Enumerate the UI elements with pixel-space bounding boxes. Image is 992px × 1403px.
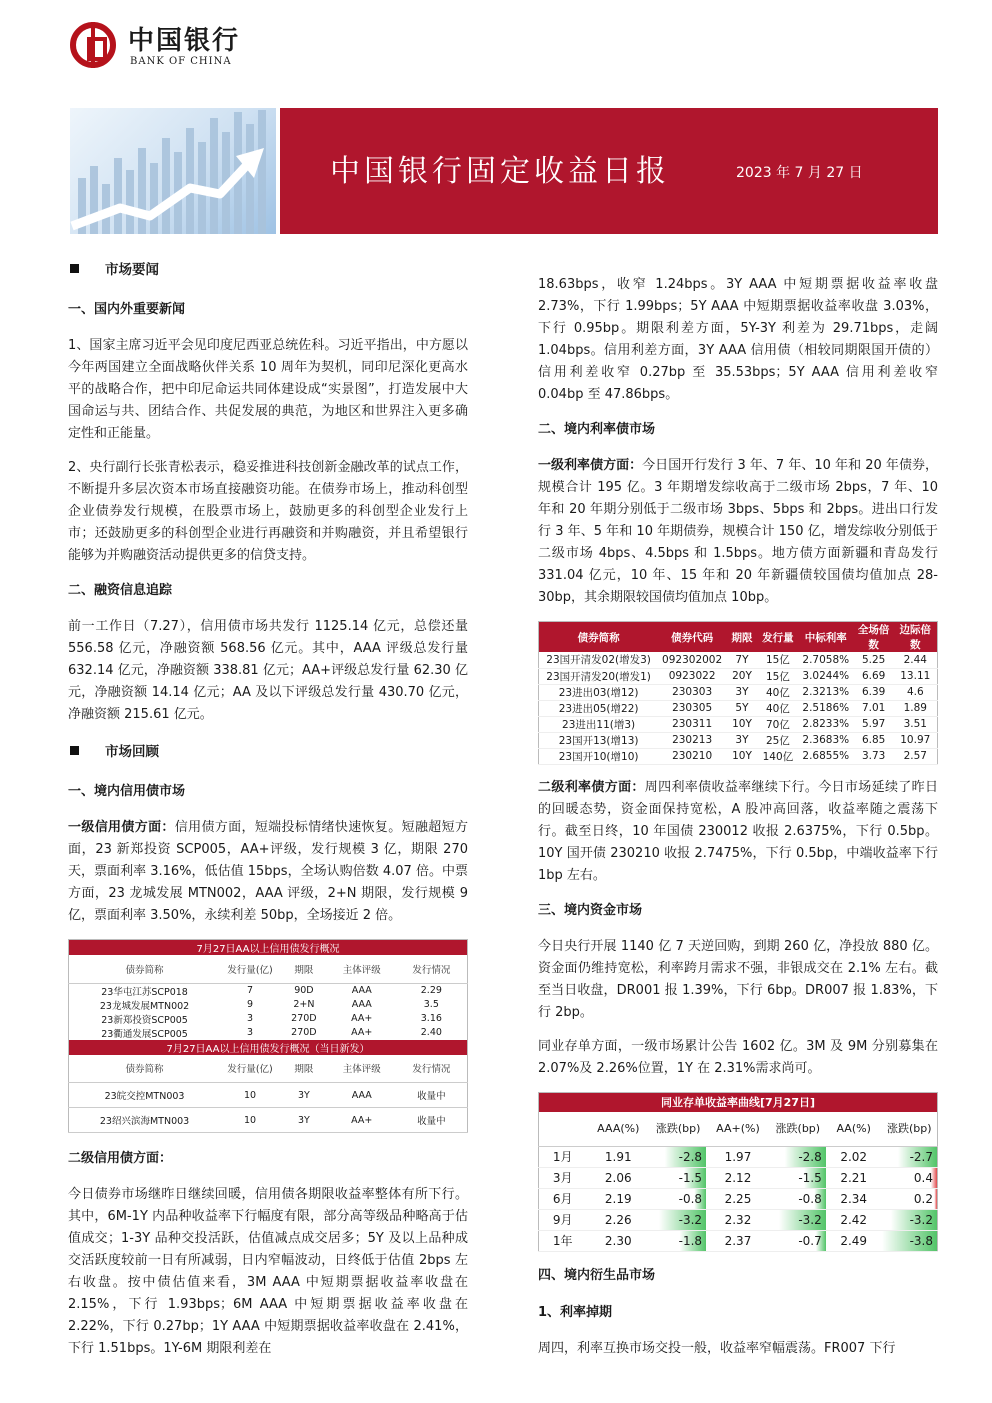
- table-header: 债券简称: [69, 955, 221, 983]
- change-cell: -1.5: [770, 1167, 826, 1188]
- change-cell: -2.8: [650, 1146, 706, 1167]
- change-cell: -3.2: [882, 1209, 938, 1230]
- yield-cell: 2.30: [586, 1230, 650, 1251]
- tenor-cell: 6月: [539, 1188, 587, 1209]
- table-row: [539, 1167, 938, 1188]
- subsection-irs: 1、利率掉期: [538, 1304, 613, 1320]
- table-row: 23国开清发02(增发3) 092302002 7Y 15亿 2.7058% 5.25 2.44: [539, 652, 938, 668]
- table-row: [539, 1230, 938, 1251]
- secondary-credit-paragraph: 今日债券市场继昨日继续回暖，信用债各期限收益率整体有所下行。其中，6M-1Y 内品种收益率下行幅度有限，部分高等级品种略高于估值成交；1-3Y 品种交投活跃，估值减点成交居多；5Y 及以上品种成交活跃度较前一日有所减弱，日内窄幅波动，日终低于估值 2bps 左右收盘。按中债估值来看，3M AAA 中短期票据收益率收盘在 2.15%，下行 1.93bps；6M AAA 中短期票据收益率收盘在 2.22%，下行 0.27bp；1Y AAA 中短期票据收益率收盘在 2.41%，下行 1.51bps。1Y-6M 期限利差在: [68, 1187, 468, 1356]
- table-caption: 7月27日AA以上信用债发行概况: [69, 940, 468, 956]
- yield-cell: 2.42: [826, 1209, 882, 1230]
- table-row: 23国开13(增13) 230213 3Y 25亿 2.3683% 6.85 10.97: [539, 732, 938, 748]
- yield-cell: 2.12: [706, 1167, 770, 1188]
- table-row: 23进出03(增12) 230303 3Y 40亿 2.3213% 6.39 4.6: [539, 684, 938, 700]
- table-row: 23进出05(增22) 230305 5Y 40亿 2.5186% 7.01 1.89: [539, 700, 938, 716]
- ncd-yield-table: [538, 1092, 938, 1252]
- change-cell: -0.7: [770, 1230, 826, 1251]
- table-row: 23绍兴滨海MTN003 10 3Y AA+ 收量中: [69, 1108, 468, 1133]
- table-row: 23衢通发展SCP005 3 270D AA+ 2.40: [101, 1027, 442, 1040]
- left-column: [68, 250, 468, 1372]
- table-header: AAA(%): [586, 1112, 650, 1146]
- yield-cell: 2.25: [706, 1188, 770, 1209]
- table-header: 发行量(亿): [220, 1055, 280, 1083]
- subsection-credit-bonds: 一、境内信用债市场: [68, 784, 186, 799]
- table-header: 债券简称: [69, 1055, 221, 1083]
- table-header: 涨跌(bp): [882, 1112, 938, 1146]
- table-header: AA+(%): [706, 1112, 770, 1146]
- tenor-cell: 3月: [539, 1167, 587, 1188]
- tenor-cell: 1月: [539, 1146, 587, 1167]
- table-header: 债券简称: [539, 622, 659, 653]
- subsection-money-market: 三、境内资金市场: [538, 902, 643, 918]
- yield-cell: 2.21: [826, 1167, 882, 1188]
- table-row: 23皖交控MTN003 10 3Y AAA 收量中: [69, 1083, 468, 1108]
- bank-logo: [70, 20, 270, 72]
- yield-cell: 2.26: [586, 1209, 650, 1230]
- table-header: 期限: [726, 622, 758, 653]
- table-header: 债券代码: [658, 622, 726, 653]
- report-title: 中国银行固定收益日报: [330, 154, 670, 189]
- logo-en: BANK OF CHINA: [130, 56, 232, 67]
- report-date: 2023 年 7 月 27 日: [736, 165, 863, 181]
- right-column: [538, 274, 938, 1372]
- subsection-financing: 二、融资信息追踪: [68, 583, 173, 598]
- section-market-review: 市场回顾: [68, 740, 468, 760]
- table-header: 发行量: [758, 622, 798, 653]
- table-row: [539, 1146, 938, 1167]
- table-header: 主体评级: [328, 1055, 396, 1083]
- bar-chart-arrow-icon: [70, 108, 276, 234]
- table-header: 边际倍数: [894, 622, 938, 653]
- section-market-news: 市场要闻: [68, 258, 468, 278]
- ncd-paragraph: 同业存单方面，一级市场累计公告 1602 亿。3M 及 9M 分别募集在 2.07%及 2.26%位置，1Y 在 2.31%需求尚可。: [538, 1038, 938, 1076]
- table-row: [539, 1188, 938, 1209]
- chart-decoration-image: [70, 108, 276, 234]
- yield-cell: 1.91: [586, 1146, 650, 1167]
- yield-cell: 2.37: [706, 1230, 770, 1251]
- table-header: 发行量(亿): [220, 955, 280, 983]
- change-cell: -2.8: [770, 1146, 826, 1167]
- table-header: 中标利率: [798, 622, 854, 653]
- yield-cell: 2.34: [826, 1188, 882, 1209]
- news-item-2: 2、央行副行长张青松表示，稳妥推进科技创新金融改革的试点工作，不断提升多层次资本市场直接融资功能。在债券市场上，推动科创型企业债券发行规模，在股票市场上，鼓励更多的科创型企业发行上市；还鼓励更多的科创型企业进行再融资和并购融资，并且希望银行能够为并购融资活动提供更多的信贷支持。: [68, 460, 468, 563]
- table-caption: 同业存单收益率曲线[7月27日]: [539, 1092, 938, 1112]
- tenor-cell: 1年: [539, 1230, 587, 1251]
- change-cell: -3.2: [650, 1209, 706, 1230]
- subsection-news: 一、国内外重要新闻: [68, 302, 186, 317]
- table-row: 23华屯江苏SCP018 7 90D AAA 2.29: [101, 985, 442, 998]
- table-header: AA(%): [826, 1112, 882, 1146]
- table-header: 期限: [280, 1055, 328, 1083]
- logo-cn: 中国银行: [128, 26, 241, 56]
- change-cell: -3.8: [882, 1230, 938, 1251]
- table-row: [539, 1209, 938, 1230]
- yield-cell: 2.06: [586, 1167, 650, 1188]
- money-market-paragraph: 今日央行开展 1140 亿 7 天逆回购，到期 260 亿，净投放 880 亿。资金面仍维持宽松，利率跨月需求不强，非银成交在 2.1% 左右。截至当日收盘，DR001 报 1.39%，下行 6bp。DR007 报 1.83%，下行 2bp。: [538, 938, 938, 1020]
- table-row: 23国开10(增10) 230210 10Y 140亿 2.6855% 3.73 2.57: [539, 748, 938, 764]
- table-row: 23新郑投资SCP005 3 270D AA+ 3.16: [101, 1013, 442, 1026]
- table-header: 全场倍数: [854, 622, 894, 653]
- change-cell: -0.8: [770, 1188, 826, 1209]
- news-item-1: 1、国家主席习近平会见印度尼西亚总统佐科。习近平指出，中方愿以今年两国建立全面战略伙伴关系 10 周年为契机，同印尼深化更高水平的战略合作，把中印尼命运共同体建设成“实景图”，打造发展中大国命运与共、团结合作、共促发展的典范，为地区和世界注入更多确定性和正能量。: [68, 338, 468, 441]
- table-row: 23国开清发20(增发1) 0923022 20Y 15亿 3.0244% 6.69 13.11: [539, 668, 938, 684]
- table-header: 发行情况: [396, 1055, 468, 1083]
- subsection-derivatives: 四、境内衍生品市场: [538, 1267, 656, 1283]
- report-banner: [70, 108, 938, 234]
- secondary-credit-heading: 二级信用债方面：: [68, 1151, 173, 1166]
- credit-continued-paragraph: 18.63bps，收窄 1.24bps。3Y AAA 中短期票据收益率收盘 2.73%，下行 1.99bps；5Y AAA 中短期票据收益率收盘 3.03%，下行 0.95bp。期限利差方面，5Y-3Y 利差为 29.71bps，走阔 1.04bps。信用利差方面，3Y AAA 信用债（相较同期限国开债的）信用利差收窄 0.27bp 至 35.53bps；5Y AAA 信用利差收窄 0.04bp 至 47.86bps。: [538, 277, 938, 402]
- change-cell: 0.4: [882, 1167, 938, 1188]
- table-row: 23龙城发展MTN002 9 2+N AAA 3.5: [99, 999, 439, 1012]
- primary-credit-paragraph: 一级信用债方面：信用债方面，短端投标情绪快速恢复。短融超短方面，23 新郑投资 SCP005，AA+评级，发行规模 3 亿，期限 270 天，票面利率 3.16%，低估值 15bps，全场认购倍数 4.07 倍。中票方面，23 龙城发展 MTN002，AAA 评级，2+N 期限，发行规模 9 亿，票面利率 3.50%，永续利差 50bp，全场接近 2 倍。: [68, 820, 468, 923]
- change-cell: -3.2: [770, 1209, 826, 1230]
- bullet-square-icon: [70, 746, 79, 755]
- financing-paragraph: 前一工作日（7.27），信用债市场共发行 1125.14 亿元，总偿还量 556.58 亿元，净融资额 568.56 亿元。其中，AAA 评级总发行量 632.14 亿元，净融资额 338.81 亿元；AA+评级总发行量 62.30 亿元，净融资额 14.14 亿元；AA 及以下评级总发行量 430.70 亿元，净融资额 215.61 亿元。: [68, 619, 468, 722]
- yield-cell: 2.32: [706, 1209, 770, 1230]
- rate-bond-issuance-table: [538, 621, 938, 765]
- yield-cell: 2.49: [826, 1230, 882, 1251]
- change-cell: 0.2: [882, 1188, 938, 1209]
- tenor-cell: 9月: [539, 1209, 587, 1230]
- primary-rate-paragraph: 一级利率债方面：今日国开行发行 3 年、7 年、10 年和 20 年债券，规模合计 195 亿。3 年期增发综收高于二级市场 2bps，7 年、10 年和 20 年期分别低于二级市场 3bps、5bps 和 2bps。进出口行发行 3 年、5 年和 10 年期债券，规模合计 150 亿，增发综收分别低于二级市场 4bps、4.5bps 和 1.5bps。地方债方面新疆和青岛发行 331.04 亿元，10 年、15 年和 20 年新疆债较国债均值加点 28-30bp，其余期限较国债均值加点 10bp。: [538, 458, 938, 605]
- change-cell: -1.8: [650, 1230, 706, 1251]
- yield-cell: 2.02: [826, 1146, 882, 1167]
- change-cell: -0.8: [650, 1188, 706, 1209]
- table-header: 期限: [280, 955, 328, 983]
- bank-emblem-icon: [70, 22, 116, 68]
- banner-separator: [276, 108, 280, 234]
- table-header: 主体评级: [328, 955, 396, 983]
- table-row: 23进出11(增3) 230311 10Y 70亿 2.8233% 5.97 3.51: [539, 716, 938, 732]
- bullet-square-icon: [70, 264, 79, 273]
- table-caption: 7月27日AA以上信用债发行概况（当日新发）: [69, 1040, 468, 1055]
- table-header: 发行情况: [396, 955, 468, 983]
- yield-cell: 2.19: [586, 1188, 650, 1209]
- table-header: 涨跌(bp): [770, 1112, 826, 1146]
- credit-issuance-table: [68, 939, 468, 1133]
- subsection-rate-bonds: 二、境内利率债市场: [538, 422, 656, 437]
- table-header: [539, 1112, 587, 1146]
- secondary-rate-paragraph: 二级利率债方面：周四利率债收益率继续下行。今日市场延续了昨日的回暖态势，资金面保持宽松，A 股冲高回落，收益率随之震荡下行。截至日终，10 年国债 230012 收报 2.6375%，下行 0.5bp。10Y 国开债 230210 收报 2.7475%，下行 0.5bp，中端收益率下行 1bp 左右。: [538, 779, 938, 883]
- yield-cell: 1.97: [706, 1146, 770, 1167]
- table-header: 涨跌(bp): [650, 1112, 706, 1146]
- change-cell: -2.7: [882, 1146, 938, 1167]
- swap-paragraph: 周四，利率互换市场交投一般，收益率窄幅震荡。FR007 下行: [538, 1340, 896, 1356]
- change-cell: -1.5: [650, 1167, 706, 1188]
